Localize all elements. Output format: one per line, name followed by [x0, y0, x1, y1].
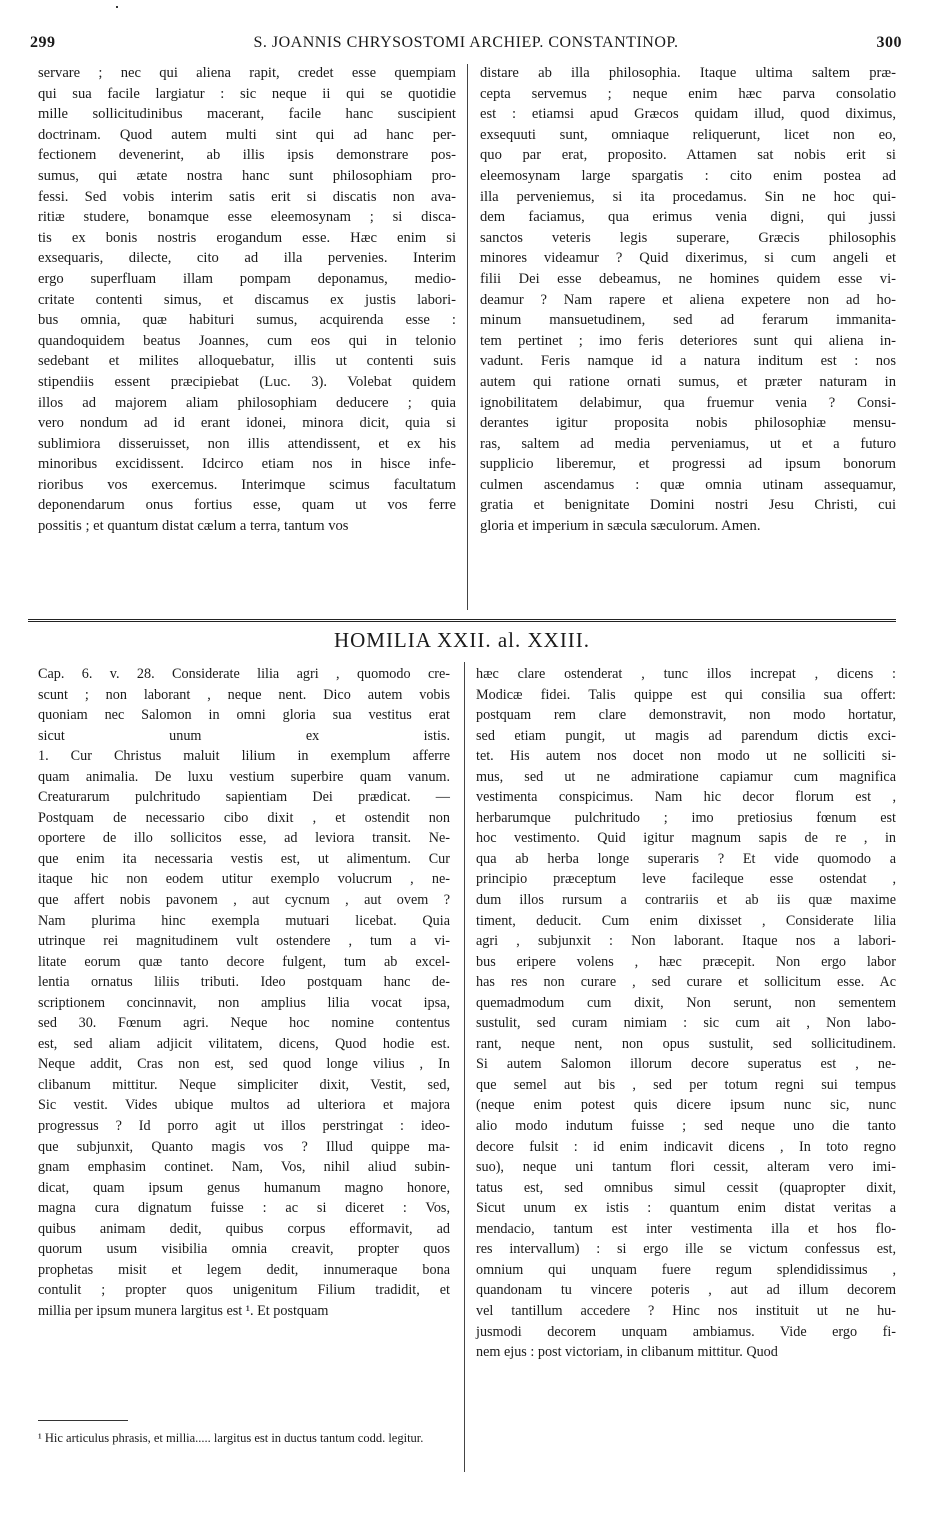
text-line: quorum usum visibilia omnia creavit, propter quos — [38, 1241, 450, 1258]
text-line: Neque addit, Cras non est, sed quod longe vilius , In — [38, 1056, 450, 1073]
text-line: distare ab illa philosophia. Itaque ultima saltem præ- — [480, 65, 896, 81]
text-line: hoc vestimento. Quid igitur magnum sapis de re , in — [476, 830, 896, 847]
running-title: S. JOANNIS CHRYSOSTOMI ARCHIEP. CONSTANTINOP. — [253, 34, 679, 51]
text-line: itaque hic non eodem utitur exemplo volucrum , ne- — [38, 871, 450, 888]
text-line: sed 30. Fœnum agri. Neque hoc nomine contentus — [38, 1015, 450, 1032]
text-line: 1. Cur Christus maluit lilium in exemplum afferre — [38, 748, 450, 765]
text-line: dum illos rursum a contrariis et ab iis quæ maxime — [476, 892, 896, 909]
text-line: contulit ; propter quos unigenitum Filium tradidit, et — [38, 1282, 450, 1299]
column-divider-bottom — [464, 662, 465, 1472]
text-line: vadunt. Feris namque id a natura inditum est : nos — [480, 353, 896, 370]
text-line: herbarumque pulchritudo ; imo pretiosius fœnum est — [476, 809, 896, 826]
section-rule — [28, 619, 896, 622]
text-line: derantes igitur proposita nobis philosophiæ mensu- — [480, 415, 896, 432]
text-line: vestimenta conspicimus. Nam hic decor florum est , — [476, 789, 896, 806]
text-line: sustulit, sed curam nimiam : sic cum ait , Non labo- — [476, 1015, 896, 1032]
print-mark — [116, 6, 118, 8]
text-line: minores videamur ? Quid dixerimus, si cum angeli et — [480, 250, 896, 267]
text-line: suo), neque uni tantum flori cessit, alteram vero imi- — [476, 1159, 896, 1176]
text-line: vel tantillum accedere ? Hinc nos instituit ut ne hu- — [476, 1302, 896, 1319]
text-line: culmen ascendamus : quæ omnia utinam assequamur, — [480, 476, 896, 493]
bottom-right-column — [476, 664, 896, 1363]
text-line: omnium qui unquam fuere regum splendidissimus , — [476, 1261, 896, 1278]
text-line: que affert nobis pavonem , aut cycnum , aut ovem ? — [38, 892, 450, 909]
text-line: stipendiis essent præcipiebat (Luc. 3). Volebat quidem — [38, 373, 456, 390]
footnote: ¹ Hic articulus phrasis, et millia..... largitus est in ductus tantum codd. legitur. — [38, 1431, 424, 1445]
text-line: est, sed aliam adjicit vilitatem, dicens, Quod hodie est. — [38, 1035, 450, 1052]
text-line: servare ; nec qui aliena rapit, credet esse quempiam — [38, 65, 456, 81]
text-line: bus eripere volens , hæc præcepit. Non ergo labor — [476, 953, 896, 970]
text-line: decore fulsit : id enim indicavit dicens , In toto regno — [476, 1138, 896, 1155]
top-right-column — [480, 63, 896, 537]
text-line: possitis ; et quantum distat cælum a terra, tantum vos — [38, 518, 349, 535]
text-line: ignobilitatem delabimur, qua fruemur venia ? Consi- — [480, 394, 896, 411]
text-line: res intervallum) : si ergo ille se victum confessus est, — [476, 1241, 896, 1258]
text-line: clibanum mittitur. Neque simpliciter dixit, Vestit, sed, — [38, 1076, 450, 1093]
text-line: sicut unum ex istis. — [38, 727, 450, 744]
text-line: quibus animam dedit, quibus corpus efformavit, ad — [38, 1220, 450, 1237]
text-line: Modicæ fidei. Talis quippe est qui consilia sua offert: — [476, 686, 896, 703]
text-line: tet. His autem nos docet non modo ut ne solliciti si- — [476, 748, 896, 765]
text-line: tatus est, sed omnibus simul cessit (quapropter dixit, — [476, 1179, 896, 1196]
text-line: minoribus excidissent. Idcirco etiam nos in hisce infe- — [38, 456, 456, 473]
text-line: quemadmodum cum dixit, Non serunt, non sementem — [476, 994, 896, 1011]
text-line: jusmodi decorem unquam ambiamus. Vide ergo fi- — [476, 1323, 896, 1340]
text-line: doctrinam. Quod autem multi sint qui ad hanc per- — [38, 126, 456, 143]
footnote-rule — [38, 1420, 128, 1421]
text-line: Si autem Salomon illorum decore superatus est , ne- — [476, 1056, 896, 1073]
text-line: hæc clare ostenderat , tunc illos increpat , dicens : — [476, 666, 896, 682]
text-line: Sic vestit. Vides ubique multos ad ulteriora et majora — [38, 1097, 450, 1114]
column-divider-top — [467, 64, 468, 610]
text-line: bus omnia, quæ habituri sumus, acquirenda esse : — [38, 312, 456, 329]
text-line: rioribus vos exercemus. Interimque scimus facultatum — [38, 476, 456, 493]
text-line: eleemosynam large spargatis : cito enim postea ad — [480, 167, 896, 184]
text-line: qui sua facile largiatur : sic neque ii qui se quotidie — [38, 85, 456, 102]
text-line: que subjunxit, Quanto magis vos ? Illud quippe ma- — [38, 1138, 450, 1155]
text-line: mendacio, tantum est inter vestimenta illa et hos flo- — [476, 1220, 896, 1237]
text-line: qua ab herba longe superaris ? Et vide quomodo a — [476, 850, 896, 867]
text-line: nem ejus : post victoriam, in clibanum mittitur. Quod — [476, 1344, 778, 1361]
text-line: ras, saltem ad media perveniamus, ut et a futuro — [480, 435, 896, 452]
text-line: utrinque rei magnitudinem vult ostendere , tum a vi- — [38, 933, 450, 950]
text-line: scunt ; non laborant , neque nent. Dico autem vobis — [38, 686, 450, 703]
text-line: gratia et benignitate Domini nostri Jesu Christi, cui — [480, 497, 896, 514]
text-line: Sicut unum ex istis : quantum enim distat veritas a — [476, 1200, 896, 1217]
text-line: tem pertinet ; imo feris deteriores sunt qui aliena in- — [480, 332, 896, 349]
text-line: lentia ornatus liliis tributi. Ideo postquam hanc de- — [38, 974, 450, 991]
text-line: fectionem devenerint, ab illis ipsis demonstrare pos- — [38, 147, 456, 164]
text-line: progressus ? Id porro agit ut illos perstringat : ideo- — [38, 1118, 450, 1135]
text-line: (neque enim potest quis dicere ipsum nunc sic, nunc — [476, 1097, 896, 1114]
text-line: Cap. 6. v. 28. Considerate lilia agri , quomodo cre- — [38, 666, 450, 682]
text-line: sanctos veteris legis superare, Græcis philosophis — [480, 229, 896, 246]
text-line: vero nondum ad id erant idonei, minora dicit, quia si — [38, 415, 456, 432]
text-line: cepta servemus ; neque enim hæc parva consolatio — [480, 85, 896, 102]
text-line: scriptionem concinnavit, non amplius lilia vocat ipsa, — [38, 994, 450, 1011]
text-line: mille sollicitudinibus macerant, facile hanc suscipient — [38, 106, 456, 123]
text-line: sublimiora disseruisset, non illis attendissent, et ex his — [38, 435, 456, 452]
text-line: prophetas misit et legem dedit, innumeraque bona — [38, 1261, 450, 1278]
text-line: Postquam de necessario cibo dixit , et ostendit non — [38, 809, 450, 826]
top-left-column — [38, 63, 456, 537]
page-number-right: 300 — [876, 34, 902, 51]
text-line: mus, sed ut ne admiratione capiamur cum magnifica — [476, 768, 896, 785]
text-line: litate eorum quæ tanto decore fulgent, tum ab excel- — [38, 953, 450, 970]
text-line: deponendarum onus fortius esse, quam ut vos ferre — [38, 497, 456, 514]
text-line: filii Dei esse debeamus, ne homines quidem esse vi- — [480, 270, 896, 287]
text-line: ritiæ studere, bonamque esse eleemosynam ; si disca- — [38, 209, 456, 226]
text-line: Nam plurima hinc exempla mutuari licebat. Quia — [38, 912, 450, 929]
text-line: magna cura dignatum fuisse : ac si diceret : Vos, — [38, 1200, 450, 1217]
text-line: illa perveniemus, si ita procedamus. Sin ne hoc qui- — [480, 188, 896, 205]
text-line: exsequuti sunt, omniaque reliquerunt, licet non eo, — [480, 126, 896, 143]
text-line: sumus, qui ætate nostra hanc sunt philosophiam pro- — [38, 167, 456, 184]
text-line: critate contenti simus, et discamus ex justis labori- — [38, 291, 456, 308]
text-line: rant, neque nent, non opus sustulit, sed sollicitudinem. — [476, 1035, 896, 1052]
text-line: ergo superfluam illam pompam deponamus, medio- — [38, 270, 456, 287]
text-line: gloria et imperium in sæcula sæculorum. Amen. — [480, 518, 761, 535]
text-line: fessi. Sed vobis interim satis erit si discatis non ava- — [38, 188, 456, 205]
text-line: dem faciamus, qua erimus venia digni, qui jussi — [480, 209, 896, 226]
text-line: que enim ita necessaria vestis est, ut alimentum. Cur — [38, 850, 450, 867]
text-line: millia per ipsum munera largitus est ¹. Et postquam — [38, 1302, 329, 1319]
page-number-left: 299 — [30, 34, 56, 51]
bottom-left-column — [38, 664, 450, 1322]
running-header — [30, 34, 902, 56]
text-line: has res non curare , sed curare et sollicitum esse. Ac — [476, 974, 896, 991]
text-line: alio modo indutum fuisse ; sed neque uno die tanto — [476, 1118, 896, 1135]
text-line: quandoquidem beatus Joannes, cum eos qui in telonio — [38, 332, 456, 349]
text-line: oportere de illo sollicitos esse, ad leviora transit. Ne- — [38, 830, 450, 847]
text-line: est : etiamsi apud Græcos quidam illud, quod diximus, — [480, 106, 896, 123]
text-line: dicat, quam ipsum genus humanum magno honore, — [38, 1179, 450, 1196]
text-line: principio præceptum leve facileque esse ostendat , — [476, 871, 896, 888]
text-line: minum mansuetudinem, sed ad ferarum immanita- — [480, 312, 896, 329]
text-line: Creaturarum pulchritudo sapientiam Dei prædicat. — — [38, 789, 450, 806]
text-line: postquam rem clare demonstravit, non modo hortatur, — [476, 707, 896, 724]
text-line: quo par erat, proposito. Attamen sat nobis erit si — [480, 147, 896, 164]
text-line: que semel aut bis , sed per totum regni sui tempus — [476, 1076, 896, 1093]
text-line: illos ad majorem aliam philosophiam deducere ; quia — [38, 394, 456, 411]
homily-title: HOMILIA XXII. al. XXIII. — [333, 628, 591, 652]
text-line: quam animalia. De luxu vestium superbire quam vanum. — [38, 768, 450, 785]
text-line: agri , subjunxit : Non laborant. Itaque nos a labori- — [476, 933, 896, 950]
text-line: deamur ? Nam rapere et aliena expetere non ad ho- — [480, 291, 896, 308]
text-line: sedebant et milites alloquebatur, illis ut contenti suis — [38, 353, 456, 370]
text-line: quoniam nec Salomon in omni gloria sua vestitus erat — [38, 707, 450, 724]
text-line: exsequaris, dilecte, cito ad illa pervenies. Interim — [38, 250, 456, 267]
text-line: timent, deducit. Cum enim dixisset , Considerate lilia — [476, 912, 896, 929]
text-line: tis ex bonis nostris erogandum esse. Hæc enim si — [38, 229, 456, 246]
text-line: quandonam tu vincere poteris , aut ad illum decorem — [476, 1282, 896, 1299]
text-line: gnam emphasim continet. Nam, Vos, nihil aliud subin- — [38, 1159, 450, 1176]
text-line: supplicio liberemur, et progressi ad ipsum bonorum — [480, 456, 896, 473]
text-line: sed etiam pungit, ut magis ad parendum dictis exci- — [476, 727, 896, 744]
text-line: autem qui ratione ornati sumus, et præter naturam in — [480, 373, 896, 390]
